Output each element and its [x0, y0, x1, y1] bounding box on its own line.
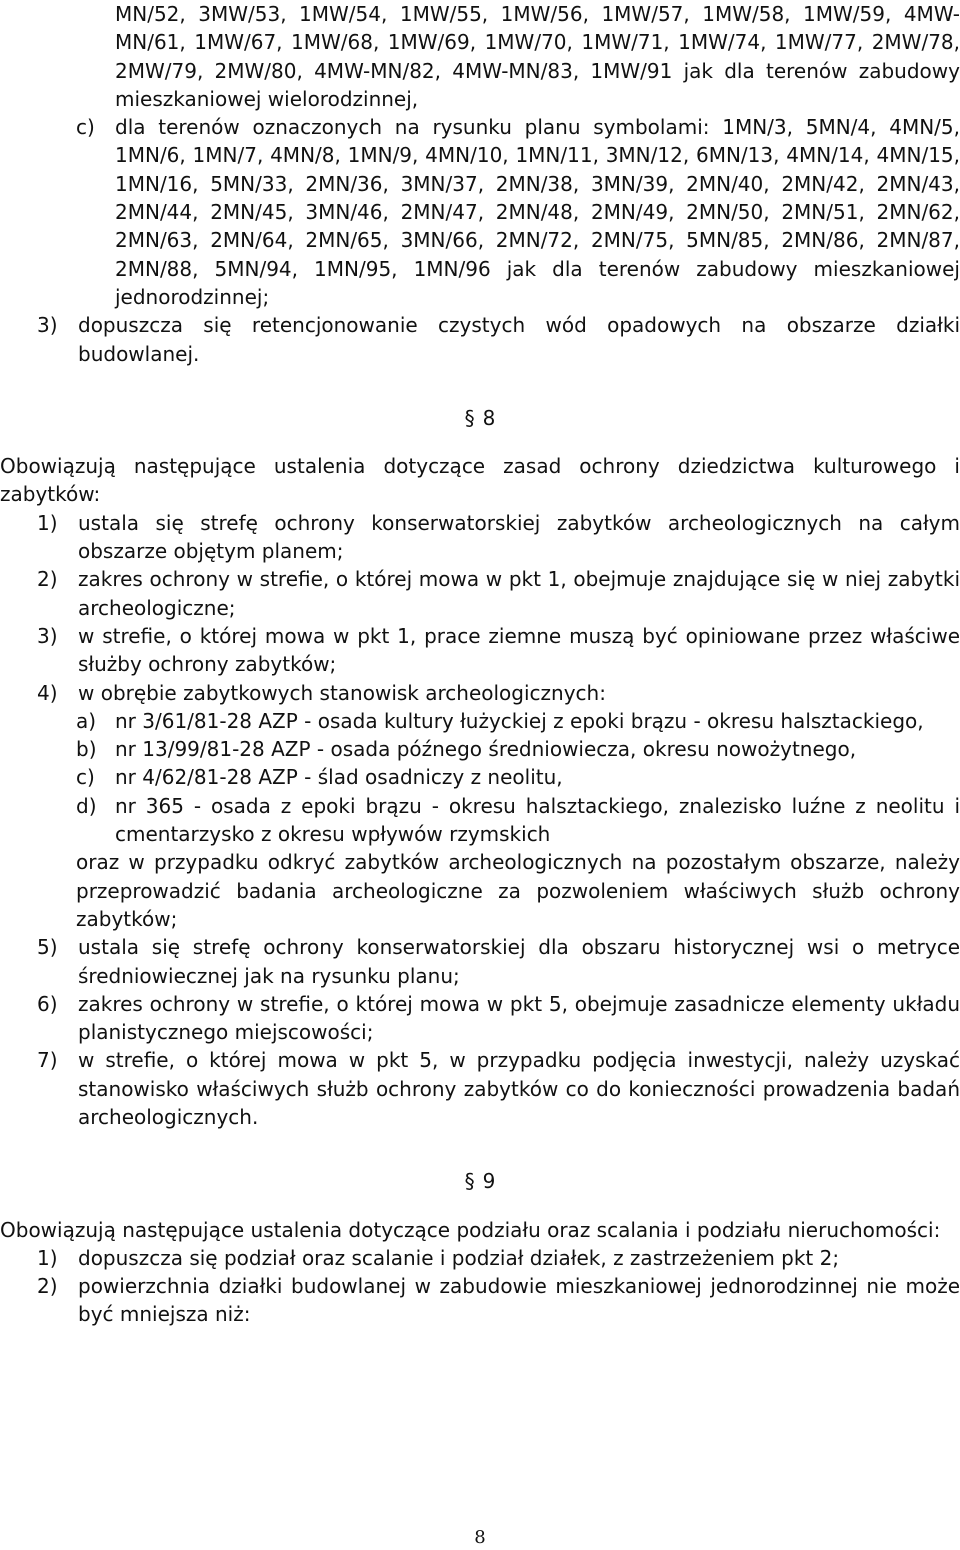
continuation-item-b-tail: MN/52, 3MW/53, 1MW/54, 1MW/55, 1MW/56, 1MW/57, 1MW/58, 1MW/59, 4MW-MN/61, 1MW/67, 1MW/68, 1MW/69, 1MW/70, 1MW/71, 1MW/74, 1MW/77, 2MW/78, 2MW/79, 2MW/80, 4MW-MN/82, 4MW-MN/83, 1MW/91 jak dla terenów zabudowy mieszkaniowej wielorodzinnej, — [115, 2, 960, 111]
section-number: 8 — [482, 405, 496, 430]
item-label: d) — [76, 793, 97, 818]
oraz-paragraph: oraz w przypadku odkryć zabytków archeologicznych na pozostałym obszarze, należy przeprowadzić badania archeologiczne za pozwoleniem właściwych służb ochrony zabytków; — [76, 850, 960, 931]
item-label: 1) — [37, 510, 58, 535]
item-text: dopuszcza się retencjonowanie czystych wód opadowych na obszarze działki budowlanej. — [78, 313, 960, 366]
list-item — [0, 622, 960, 679]
item-text: w strefie, o której mowa w pkt 5, w przypadku podjęcia inwestycji, należy uzyskać stanowisko właściwych służb ochrony zabytków co do konieczności prowadzenia badań archeologicznych. — [78, 1048, 960, 1129]
item-label: 5) — [37, 935, 58, 960]
item-text: nr 4/62/81-28 AZP - ślad osadniczy z neolitu, — [115, 765, 563, 790]
section-sign-icon: § — [464, 1169, 475, 1194]
item-label: b) — [76, 737, 97, 762]
section-8-intro: Obowiązują następujące ustalenia dotyczące zasad ochrony dziedzictwa kulturowego i zabytków: — [0, 454, 960, 507]
item-text: powierzchnia działki budowlanej w zabudowie mieszkaniowej jednorodzinnej nie może być mniejsza niż: — [78, 1274, 960, 1327]
item-text: w strefie, o której mowa w pkt 1, prace ziemne muszą być opiniowane przez właściwe służby ochrony zabytków; — [78, 623, 960, 677]
item-label: 3) — [37, 313, 58, 338]
item-text: nr 13/99/81-28 AZP - osada późnego średniowiecza, okresu nowożytnego, — [115, 737, 857, 762]
list-item — [0, 1046, 960, 1131]
list-item — [0, 565, 960, 622]
section-sign-icon: § — [464, 405, 475, 430]
list-item — [0, 679, 960, 707]
section-heading-8 — [0, 404, 960, 432]
item-label: 3) — [37, 623, 58, 648]
section-number: 9 — [482, 1169, 496, 1194]
sub-list-item — [0, 707, 960, 735]
item-label: 2) — [37, 1274, 58, 1299]
item-text: ustala się strefę ochrony konserwatorskiej zabytków archeologicznych na całym obszarze objętym planem; — [78, 510, 960, 564]
item-text: dopuszcza się podział oraz scalanie i podział działek, z zastrzeżeniem pkt 2; — [78, 1245, 840, 1270]
continuation-item-3 — [0, 311, 960, 368]
page-number: 8 — [474, 1527, 486, 1548]
sub-list-item — [0, 735, 960, 763]
list-item — [0, 1244, 960, 1272]
item-label: a) — [76, 708, 97, 733]
sub-list-item — [0, 792, 960, 849]
list-item — [0, 509, 960, 566]
list-item — [0, 990, 960, 1047]
sub-list-item — [0, 763, 960, 791]
continuation-item-c — [0, 113, 960, 311]
item-label: 6) — [37, 991, 58, 1016]
item-text: dla terenów oznaczonych na rysunku planu symbolami: 1MN/3, 5MN/4, 4MN/5, 1MN/6, 1MN/7, 4MN/8, 1MN/9, 4MN/10, 1MN/11, 3MN/12, 6MN/13, 4MN/14, 4MN/15, 1MN/16, 5MN/33, 2MN/36, 3MN/37, 2MN/38, 3MN/39, 2MN/40, 2MN/42, 2MN/43, 2MN/44, 2MN/45, 3MN/46, 2MN/47, 2MN/48, 2MN/49, 2MN/50, 2MN/51, 2MN/62, 2MN/63, 2MN/64, 2MN/65, 3MN/66, 2MN/72, 2MN/75, 5MN/85, 2MN/86, 2MN/87, 2MN/88, 5MN/94, 1MN/95, 1MN/96 jak dla terenów zabudowy mieszkaniowej jednorodzinnej; — [115, 115, 960, 309]
item-text: zakres ochrony w strefie, o której mowa w pkt 5, obejmuje zasadnicze elementy układu planistycznego miejscowości; — [78, 991, 960, 1045]
section-heading-9 — [0, 1167, 960, 1195]
item-text: ustala się strefę ochrony konserwatorskiej dla obszaru historycznej wsi o metryce średniowiecznej jak na rysunku planu; — [78, 935, 960, 988]
item-label: 1) — [37, 1245, 58, 1270]
list-item — [0, 1272, 960, 1329]
item-label: 7) — [37, 1048, 58, 1073]
item-label: c) — [76, 765, 95, 790]
item-label: 4) — [37, 680, 58, 705]
item-label: 2) — [37, 567, 58, 592]
item-text: w obrębie zabytkowych stanowisk archeologicznych: — [78, 680, 606, 705]
list-item — [0, 933, 960, 990]
item-text: nr 365 - osada z epoki brązu - okresu halsztackiego, znalezisko luźne z neolitu i cmentarzysko z okresu wpływów rzymskich — [115, 793, 960, 847]
section-9-intro: Obowiązują następujące ustalenia dotyczące podziału oraz scalania i podziału nieruchomości: — [0, 1217, 941, 1242]
item-text: nr 3/61/81-28 AZP - osada kultury łużyckiej z epoki brązu - okresu halsztackiego, — [115, 708, 924, 733]
item-label: c) — [76, 115, 95, 140]
item-text: zakres ochrony w strefie, o której mowa w pkt 1, obejmuje znajdujące się w niej zabytki archeologiczne; — [78, 567, 960, 620]
